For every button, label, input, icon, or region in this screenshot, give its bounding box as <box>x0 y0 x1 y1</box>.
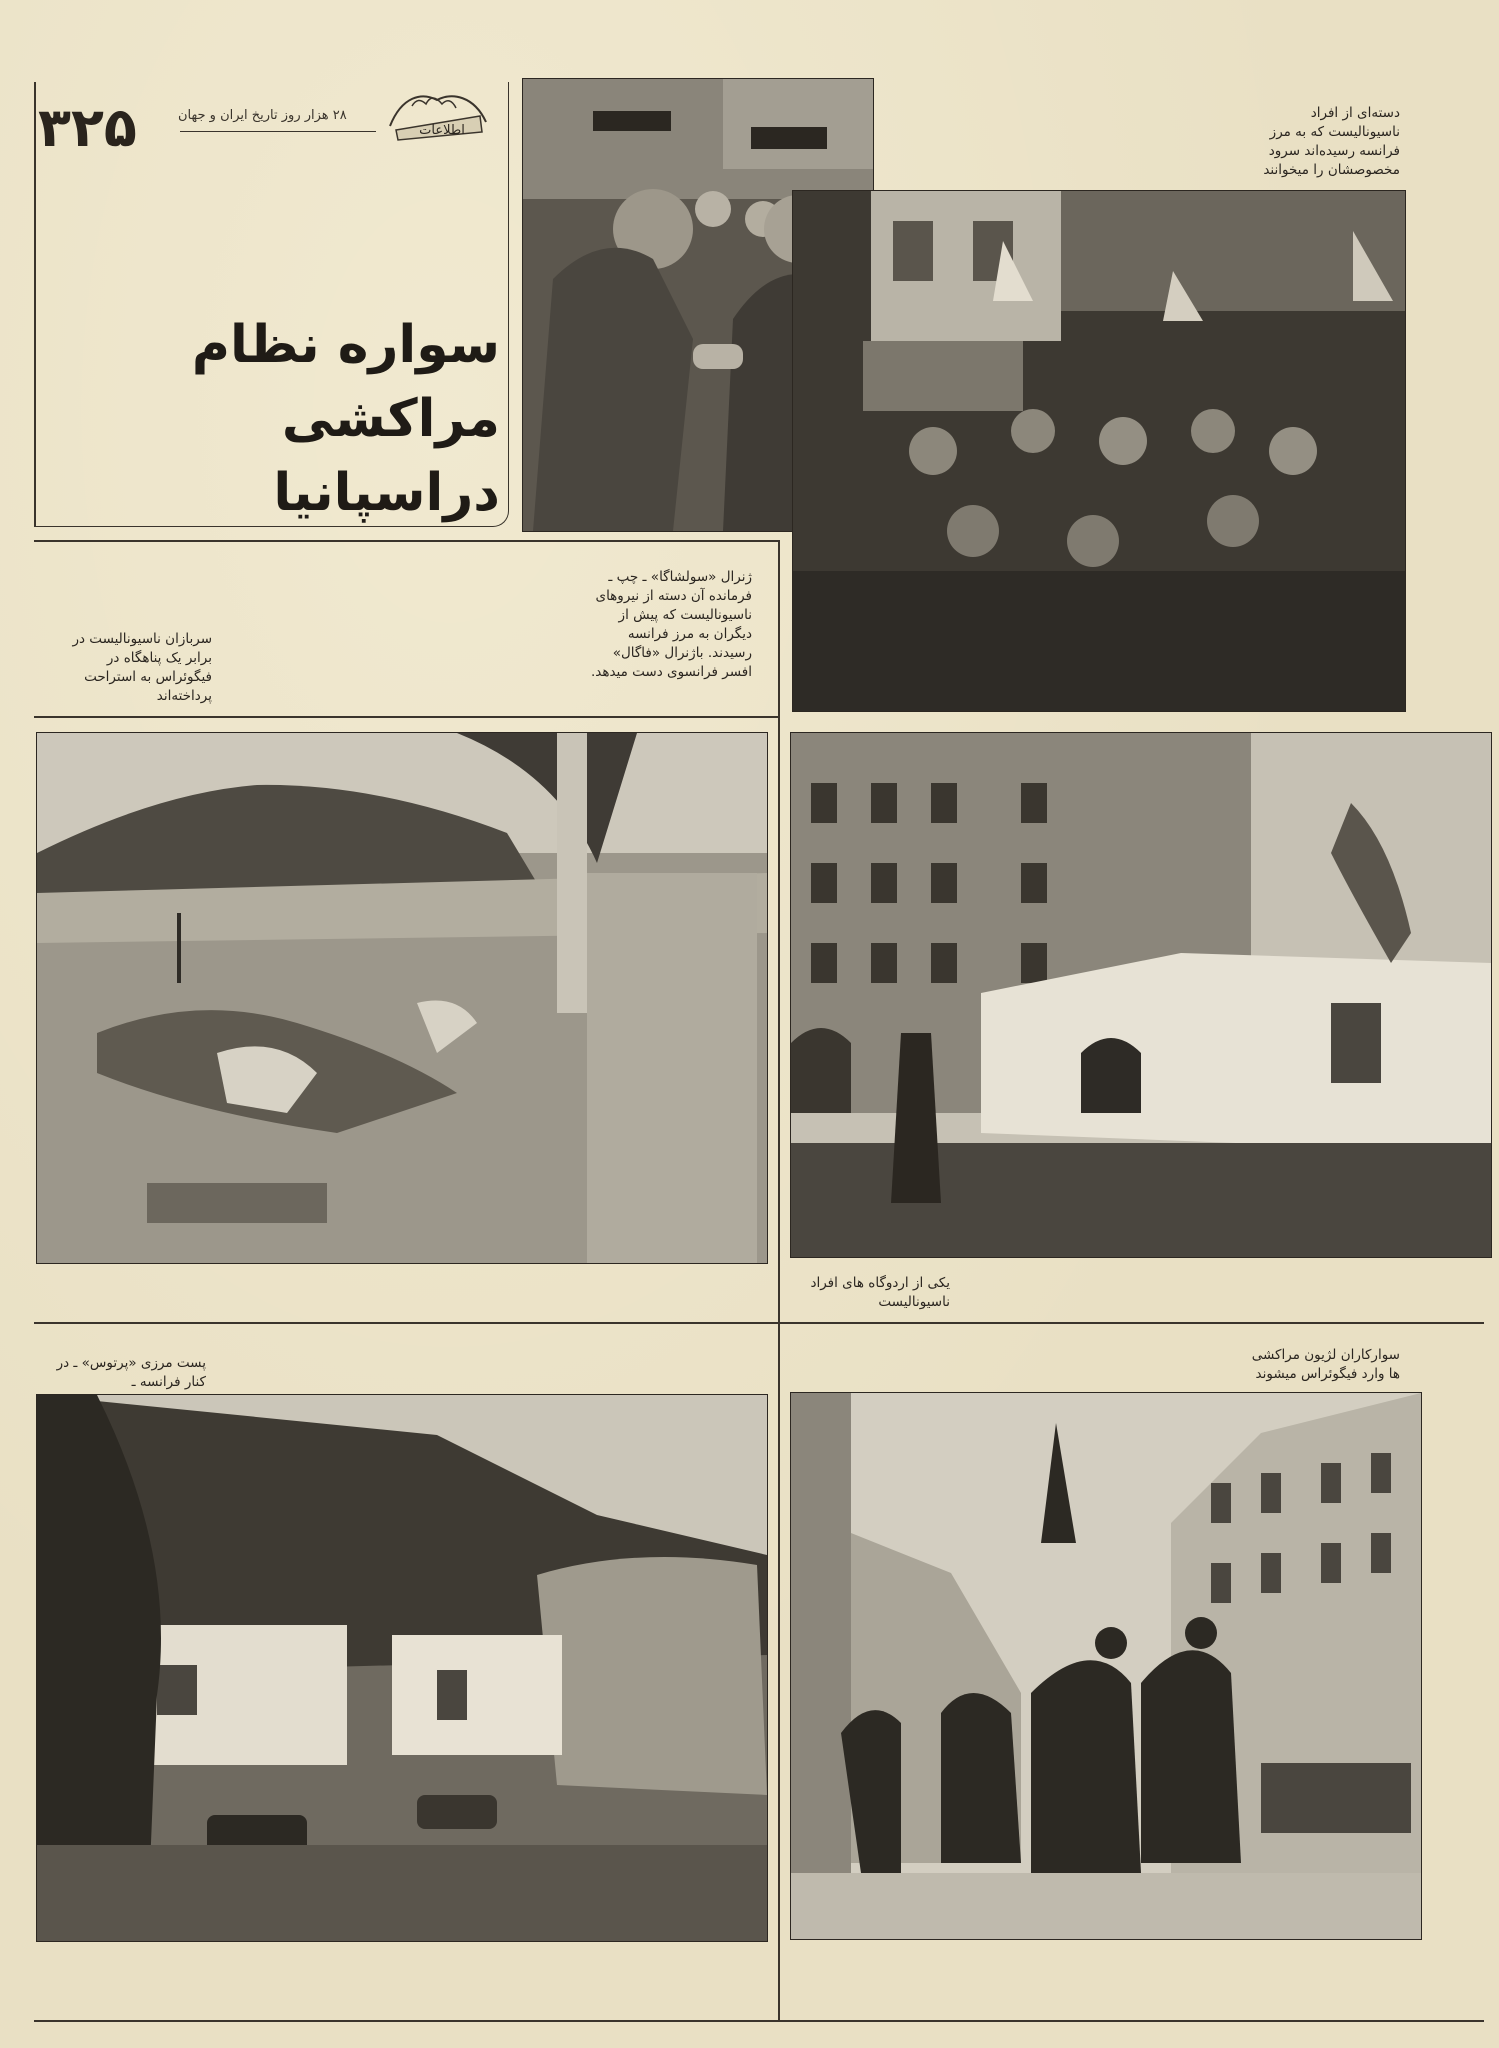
headline <box>60 308 500 530</box>
caption-border-post: پست مرزی «پرتوس» ـ در کنار فرانسه ـ <box>56 1355 206 1390</box>
caption-general-handshake: ژنرال «سولشاگا» ـ چپ ـ فرمانده آن دسته از نیروهای ناسیونالیست که پیش از دیگران به مرز فرانسه رسیدند. باژنرال «فاگال» افسر فرانسوی دست میدهد. <box>590 569 752 680</box>
title-frame-left <box>34 82 36 526</box>
photo-nationalist-crowd <box>792 190 1406 712</box>
caption-camp: یکی از اردوگاه های افراد ناسیونالیست <box>810 1275 950 1310</box>
caption-soldiers-rest: سربازان ناسیونالیست در برابر یک پناهگاه در فیگوئراس به استراحت پرداخته‌اند <box>72 631 212 704</box>
photo-border-post <box>36 1394 768 1942</box>
photo-soldiers-resting <box>36 732 768 1264</box>
caption-nationalists-border: دسته‌ای از افراد ناسیونالیست که به مرز فرانسه رسیده‌اند سرود مخصوصشان را میخوانند <box>1263 105 1400 178</box>
series-underline <box>180 131 376 132</box>
series-title: ۲۸ هزار روز تاریخ ایران و جهان <box>178 108 347 123</box>
photo-moroccan-cavalry <box>790 1392 1422 1940</box>
photo-camp-building <box>790 732 1492 1258</box>
divider-middle <box>34 1322 1484 1324</box>
divider-bottom <box>34 2020 1484 2022</box>
divider-upper-left <box>34 716 780 718</box>
caption-cavalry: سوارکاران لژیون مراکشی ها وارد فیگوئراس میشوند <box>1251 1347 1400 1382</box>
center-column-rule <box>778 540 780 2020</box>
newspaper-logo <box>382 86 492 144</box>
headline-line-1: سواره نظام مراکشی <box>191 315 500 449</box>
headline-line-2: دراسپانیا <box>273 463 500 523</box>
logo-text: اطلاعات <box>419 123 465 138</box>
divider-top <box>34 540 780 542</box>
page-number: ۳۲۵ <box>38 96 137 159</box>
